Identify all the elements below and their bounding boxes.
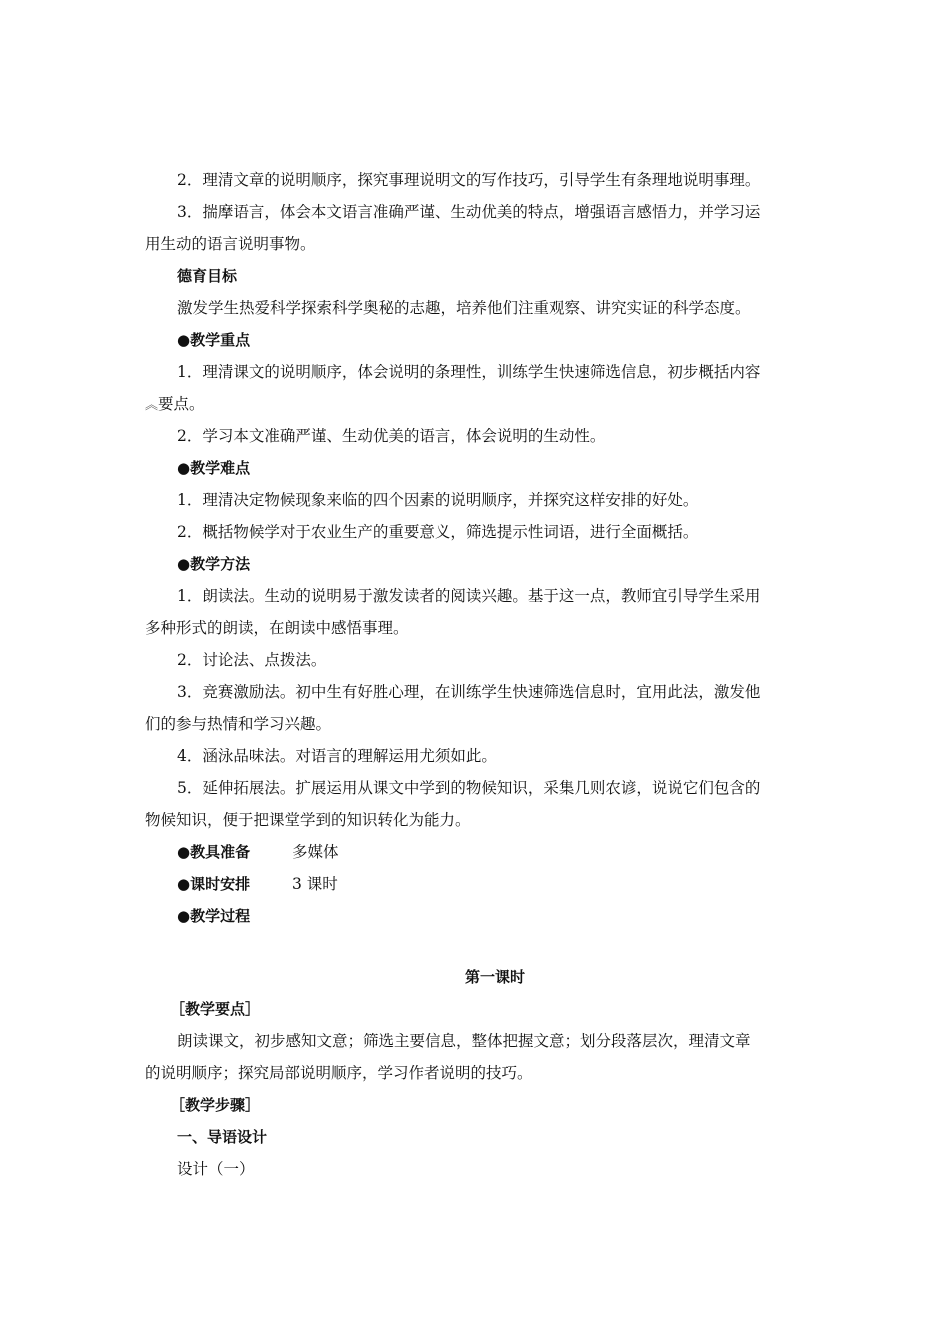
method-3-line-1: 3．竞赛激励法。初中生有好胜心理，在训练学生快速筛选信息时，宜用此法，激发他 <box>177 683 761 701</box>
goal-item-3-line-2: 用生动的语言说明事物。 <box>145 235 316 253</box>
goal-item-3-line-1: 3．揣摩语言，体会本文语言准确严谨、生动优美的特点，增强语言感悟力，并学习运 <box>177 203 761 221</box>
prep-row <box>177 841 810 863</box>
method-5-line-2: 物候知识，便于把课堂学到的知识转化为能力。 <box>145 811 471 829</box>
method-1-line-2: 多种形式的朗读，在朗读中感悟事理。 <box>145 619 409 637</box>
goal-item-2: 2．理清文章的说明顺序，探究事理说明文的写作技巧，引导学生有条理地说明事理。 <box>177 171 761 189</box>
method-1-line-1: 1．朗读法。生动的说明易于激发读者的阅读兴趣。基于这一点，教师宜引导学生采用 <box>177 587 761 605</box>
lesson-points-heading: ［教学要点］ <box>170 1000 261 1018</box>
lesson-title: 第一课时 <box>464 968 525 986</box>
margin-mark-icon: ︽ <box>145 398 159 413</box>
schedule-row <box>177 873 810 895</box>
methods-heading: ●教学方法 <box>177 555 251 573</box>
key-points-heading: ●教学重点 <box>177 331 251 349</box>
method-3-line-2: 们的参与热情和学习兴趣。 <box>145 715 332 733</box>
difficulties-heading: ●教学难点 <box>177 459 251 477</box>
process-heading: ●教学过程 <box>177 907 251 925</box>
schedule-heading: ●课时安排 <box>177 875 251 893</box>
design-1-label: 设计（一） <box>177 1160 255 1178</box>
key-point-1-line-2: ︽要点。 <box>145 395 205 413</box>
key-point-1-line-1: 1．理清课文的说明顺序，体会说明的条理性，训练学生快速筛选信息，初步概括内容 <box>177 363 761 381</box>
method-2: 2．讨论法、点拨法。 <box>177 651 327 669</box>
method-4: 4．涵泳品味法。对语言的理解运用尤须如此。 <box>177 747 497 765</box>
prep-heading: ●教具准备 <box>177 843 251 861</box>
method-5-line-1: 5．延伸拓展法。扩展运用从课文中学到的物候知识，采集几则农谚，说说它们包含的 <box>177 779 761 797</box>
difficulty-2: 2．概括物候学对于农业生产的重要意义，筛选提示性词语，进行全面概括。 <box>177 523 699 541</box>
prep-value: 多媒体 <box>292 843 339 861</box>
difficulty-1: 1．理清决定物候现象来临的四个因素的说明顺序，并探究这样安排的好处。 <box>177 491 699 509</box>
moral-goal-text: 激发学生热爱科学探索科学奥秘的志趣，培养他们注重观察、讲究实证的科学态度。 <box>177 299 751 317</box>
key-point-2: 2．学习本文准确严谨、生动优美的语言，体会说明的生动性。 <box>177 427 606 445</box>
lesson-points-line-2: 的说明顺序；探究局部说明顺序，学习作者说明的技巧。 <box>145 1064 533 1082</box>
lesson-steps-heading: ［教学步骤］ <box>170 1096 261 1114</box>
lesson-points-line-1: 朗读课文，初步感知文意；筛选主要信息，整体把握文意；划分段落层次，理清文章 <box>177 1032 751 1050</box>
moral-goal-heading: 德育目标 <box>177 267 238 285</box>
step-1-heading: 一、导语设计 <box>177 1128 268 1146</box>
schedule-value: 3 课时 <box>292 875 338 893</box>
